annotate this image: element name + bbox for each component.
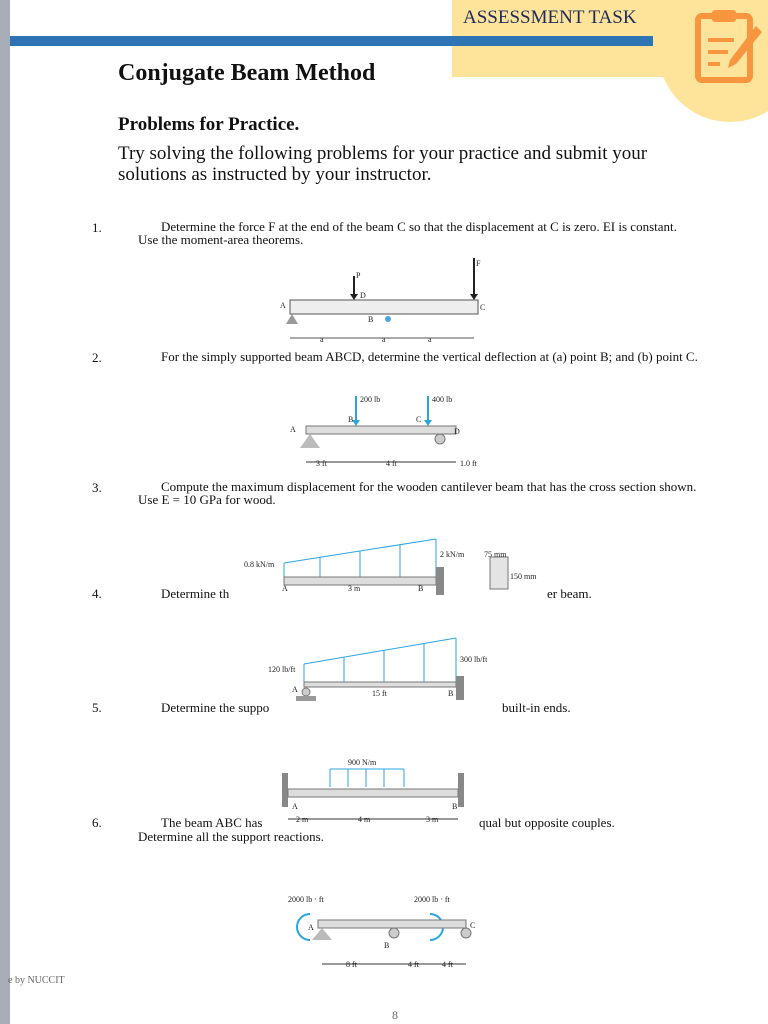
clipboard-edit-icon [694, 8, 764, 84]
figure-label: P [356, 271, 361, 280]
figure-label: 2000 lb · ft [414, 895, 450, 904]
figure-label: C [480, 303, 486, 312]
figure-label: 4 ft [386, 459, 397, 468]
figure-label: 3 m [348, 584, 361, 593]
left-edge-bar [0, 0, 10, 1024]
figure-label: 3 ft [316, 459, 327, 468]
figure-label: 75 mm [484, 550, 507, 559]
figure-label: 1.0 ft [460, 459, 477, 468]
figure-label: 2 kN/m [440, 550, 465, 559]
figure-problem-3 [240, 535, 560, 597]
page-title: Conjugate Beam Method [118, 60, 376, 86]
figure-label: a [382, 335, 386, 344]
figure-label: 15 ft [372, 689, 387, 698]
section-heading: Problems for Practice. [118, 114, 300, 135]
assessment-task-label: ASSESSMENT TASK [463, 7, 637, 28]
figure-label: 4 m [358, 815, 371, 824]
figure-label: A [292, 685, 298, 694]
problem-number: 5. [92, 700, 102, 715]
figure-label: 2000 lb · ft [288, 895, 324, 904]
intro-paragraph: Try solving the following problems for your practice and submit your solutions as instructed by your instructor. [118, 143, 648, 185]
problem-text-start: The beam ABC has [161, 815, 263, 830]
problem-number: 4. [92, 586, 102, 601]
problem-text-start: Determine the suppo [161, 700, 270, 715]
figure-label: C [416, 415, 422, 424]
figure-problem-4 [264, 636, 524, 702]
figure-problem-2 [286, 392, 496, 474]
page-number: 8 [392, 1008, 398, 1022]
figure-label: 4 ft [408, 960, 419, 969]
figure-label: A [282, 584, 288, 593]
figure-problem-5 [282, 755, 472, 827]
problem-number: 2. [92, 350, 102, 365]
figure-label: 400 lb [432, 395, 453, 404]
figure-label: 200 lb [360, 395, 381, 404]
problem-number: 3. [92, 480, 102, 495]
problem-text: For the simply supported beam ABCD, determine the vertical deflection at (a) point B; and (b) point C. [161, 349, 698, 364]
figure-label: D [360, 291, 366, 300]
figure-problem-6 [284, 890, 484, 972]
figure-label: a [428, 335, 432, 344]
figure-label: 120 lb/ft [268, 665, 296, 674]
figure-label: 0.8 kN/m [244, 560, 275, 569]
figure-label: B [384, 941, 390, 950]
figure-label: 300 lb/ft [460, 655, 488, 664]
figure-label: B [348, 415, 354, 424]
problem-number: 6. [92, 815, 102, 830]
figure-label: B [368, 315, 374, 324]
problem-text-end: built-in ends. [502, 700, 571, 715]
problem-text-line2: Determine all the support reactions. [138, 829, 324, 844]
figure-label: B [418, 584, 424, 593]
figure-label: C [470, 921, 476, 930]
figure-label: 2 m [296, 815, 309, 824]
figure-label: B [448, 689, 454, 698]
figure-label: 4 ft [442, 960, 453, 969]
figure-label: B [452, 802, 458, 811]
figure-problem-1 [278, 258, 498, 344]
problem-text-end: er beam. [547, 586, 592, 601]
problem-text: Compute the maximum displacement for the wooden cantilever beam that has the cross section shown. Use E = 10 GPa for wood. [138, 479, 697, 507]
figure-label: A [292, 802, 298, 811]
figure-label: 8 ft [346, 960, 357, 969]
figure-label: A [308, 923, 314, 932]
problem-number: 1. [92, 220, 102, 235]
footer-credit: e by NUCCIT [8, 975, 65, 986]
figure-label: 150 mm [510, 572, 537, 581]
problem-text: Determine the force F at the end of the beam C so that the displacement at C is zero. EI is constant. Use the moment-area theorems. [138, 219, 677, 247]
figure-label: A [290, 425, 296, 434]
figure-label: A [280, 301, 286, 310]
figure-label: a [320, 335, 324, 344]
problem-text-start: Determine th [161, 586, 230, 601]
problem-text-end: qual but opposite couples. [479, 815, 615, 830]
figure-label: F [476, 259, 481, 268]
figure-label: 900 N/m [348, 758, 377, 767]
figure-label: 3 m [426, 815, 439, 824]
figure-label: D [454, 427, 460, 436]
header-rule [10, 36, 653, 46]
